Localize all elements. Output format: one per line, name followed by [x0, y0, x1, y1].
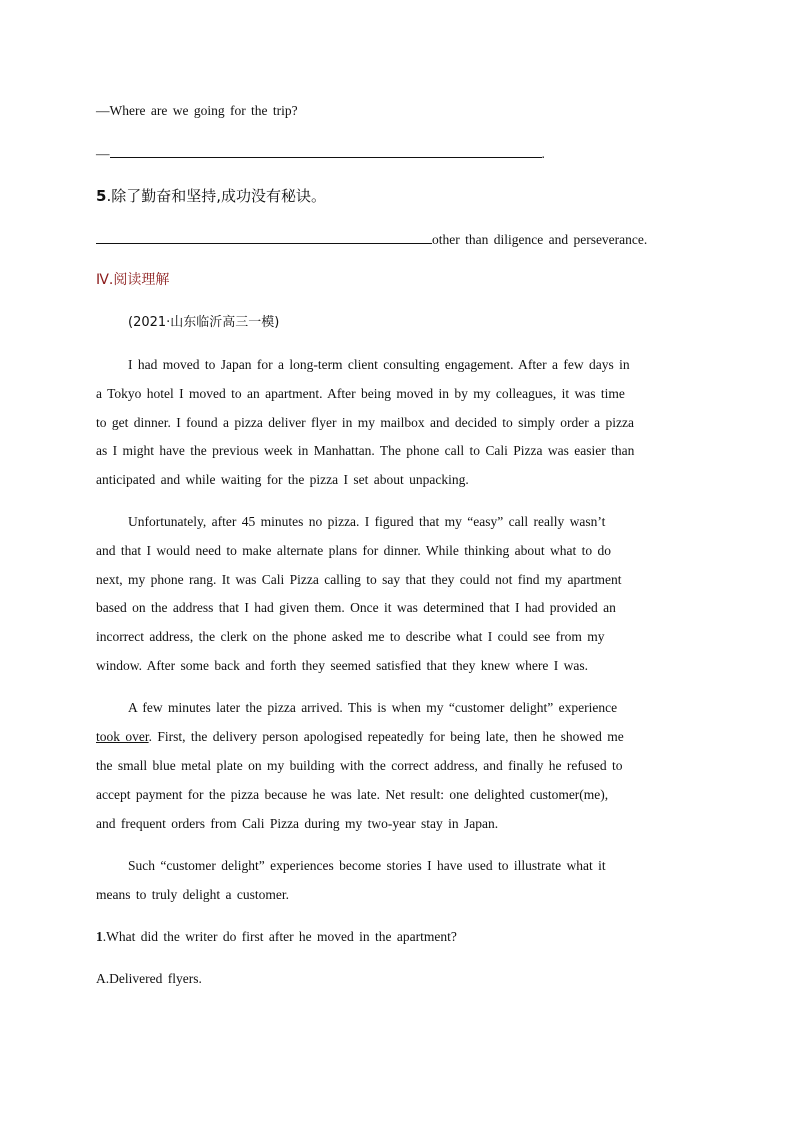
p4-line-2: means to truly delight a customer.	[96, 887, 289, 902]
item5-prompt-text: .除了勤奋和坚持,成功没有秘诀。	[106, 187, 326, 205]
p2-line-5: incorrect address, the clerk on the phone asked me to describe what I could see from my	[96, 629, 605, 644]
p3-line-3: the small blue metal plate on my building with the correct address, and finally he refused to	[96, 758, 623, 773]
p1-line-5: anticipated and while waiting for the pizza I set about unpacking.	[96, 472, 469, 487]
item5-number: 5	[96, 187, 107, 205]
dialogue-answer-prefix: —	[96, 146, 110, 161]
answer-blank[interactable]	[110, 143, 542, 158]
underlined-phrase: took over	[96, 729, 149, 744]
dialogue-answer-suffix: .	[541, 146, 545, 161]
p1-line-1: I had moved to Japan for a long-term client consulting engagement. After a few days in	[128, 357, 630, 372]
question1-number: 1	[96, 929, 103, 944]
item5-answer	[96, 229, 647, 250]
dialogue-question	[96, 101, 298, 121]
p3-line-4: accept payment for the pizza because he was late. Net result: one delighted customer(me),	[96, 787, 609, 802]
dialogue-answer	[96, 143, 545, 164]
p3-line-2-rest: . First, the delivery person apologised repeatedly for being late, then he showed me	[148, 729, 624, 744]
item5-prompt	[96, 186, 326, 206]
section-source: (2021·山东临沂高三一模)	[128, 315, 280, 330]
p4-line-1: Such “customer delight” experiences become stories I have used to illustrate what it	[128, 858, 606, 873]
dialogue-question-text: —Where are we going for the trip?	[96, 103, 298, 118]
p1-line-4: as I might have the previous week in Manhattan. The phone call to Cali Pizza was easier than	[96, 443, 635, 458]
p3-line-2	[96, 727, 624, 747]
p3-line-5: and frequent orders from Cali Pizza during my two-year stay in Japan.	[96, 816, 499, 831]
p2-line-3: next, my phone rang. It was Cali Pizza calling to say that they could not find my apartment	[96, 572, 622, 587]
question1-text: .What did the writer do first after he moved in the apartment?	[102, 929, 457, 944]
p2-line-4: based on the address that I had given them. Once it was determined that I had provided an	[96, 600, 616, 615]
p3-line-1: A few minutes later the pizza arrived. This is when my “customer delight” experience	[128, 700, 618, 715]
question1-option-a[interactable]: A.Delivered flyers.	[96, 971, 202, 986]
p2-line-6: window. After some back and forth they seemed satisfied that they knew where I was.	[96, 658, 588, 673]
p1-line-3: to get dinner. I found a pizza deliver flyer in my mailbox and decided to simply order a pizza	[96, 415, 634, 430]
p2-line-2: and that I would need to make alternate plans for dinner. While thinking about what to do	[96, 543, 612, 558]
p2-line-1: Unfortunately, after 45 minutes no pizza. I figured that my “easy” call really wasn’t	[128, 514, 606, 529]
p1-line-2: a Tokyo hotel I moved to an apartment. After being moved in by my colleagues, it was time	[96, 386, 625, 401]
question1	[96, 927, 457, 947]
item5-answer-blank[interactable]	[96, 229, 432, 244]
item5-answer-suffix: other than diligence and perseverance.	[432, 232, 648, 247]
section-title: Ⅳ.阅读理解	[96, 272, 170, 288]
